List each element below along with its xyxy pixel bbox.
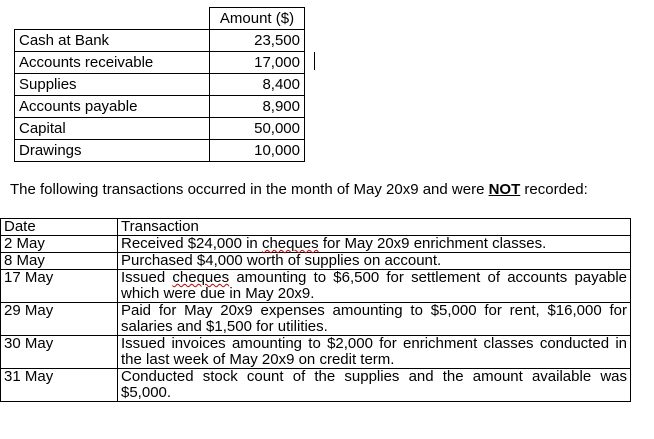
transaction-text: Purchased $4,000 worth of supplies on account. (121, 252, 442, 269)
transaction-text: Issued (121, 269, 173, 286)
transaction-row (1, 236, 631, 253)
transaction-row (1, 336, 631, 369)
account-amount: 17,000 (210, 52, 305, 74)
transactions-header-row (1, 219, 631, 236)
account-balances-table (14, 7, 305, 162)
balance-row (15, 52, 305, 74)
transaction-text-end: for May 20x9 enrichment classes. (318, 235, 547, 252)
spellcheck-flagged-word: cheques (261, 235, 319, 252)
account-amount: 10,000 (210, 140, 305, 162)
transaction-text: Received $24,000 in (121, 235, 262, 252)
transaction-column-header: Transaction (118, 219, 631, 236)
account-name: Drawings (15, 140, 210, 162)
transaction-text: Paid for May 20x9 expenses amounting to $5,000 for rent, $16,000 for salaries and $1,500 for utilities. (121, 302, 627, 335)
transaction-date: 29 May (1, 303, 118, 336)
amount-column-header: Amount ($) (210, 8, 305, 30)
balances-header-blank (15, 8, 210, 30)
transaction-date: 8 May (1, 253, 118, 270)
balance-row (15, 74, 305, 96)
balance-row (15, 30, 305, 52)
account-amount: 8,900 (210, 96, 305, 118)
transaction-description (118, 270, 631, 303)
transaction-text: Conducted stock count of the supplies and the amount available was $5,000. (121, 368, 627, 401)
transaction-description (118, 253, 631, 270)
transaction-description (118, 303, 631, 336)
transaction-text-end: amounting to $6,500 for settlement of accounts payable which were due in May 20x9. (121, 269, 627, 302)
transaction-row (1, 270, 631, 303)
transaction-description (118, 336, 631, 369)
transaction-row (1, 253, 631, 270)
transaction-date: 2 May (1, 236, 118, 253)
transaction-description (118, 369, 631, 402)
account-amount: 50,000 (210, 118, 305, 140)
transaction-row (1, 369, 631, 402)
transaction-date: 31 May (1, 369, 118, 402)
transaction-description (118, 236, 631, 253)
account-amount: 8,400 (210, 74, 305, 96)
transactions-table (0, 218, 631, 402)
intro-emphasis: NOT (488, 181, 521, 198)
balance-row (15, 140, 305, 162)
account-amount: 23,500 (210, 30, 305, 52)
balance-row (15, 96, 305, 118)
intro-sentence (10, 180, 588, 200)
account-name: Accounts payable (15, 96, 210, 118)
spellcheck-flagged-word: cheques (172, 269, 230, 286)
account-name: Accounts receivable (15, 52, 210, 74)
transaction-date: 30 May (1, 336, 118, 369)
balance-row (15, 118, 305, 140)
intro-text: The following transactions occurred in the month of May 20x9 and were (10, 181, 489, 198)
text-cursor (314, 52, 315, 70)
date-column-header: Date (1, 219, 118, 236)
intro-text-end: recorded: (520, 181, 588, 198)
transaction-row (1, 303, 631, 336)
account-name: Capital (15, 118, 210, 140)
transaction-text: Issued invoices amounting to $2,000 for enrichment classes conducted in the last week of May 20x9 on credit term. (121, 335, 627, 368)
account-name: Supplies (15, 74, 210, 96)
transaction-date: 17 May (1, 270, 118, 303)
account-name: Cash at Bank (15, 30, 210, 52)
balances-header-row (15, 8, 305, 30)
